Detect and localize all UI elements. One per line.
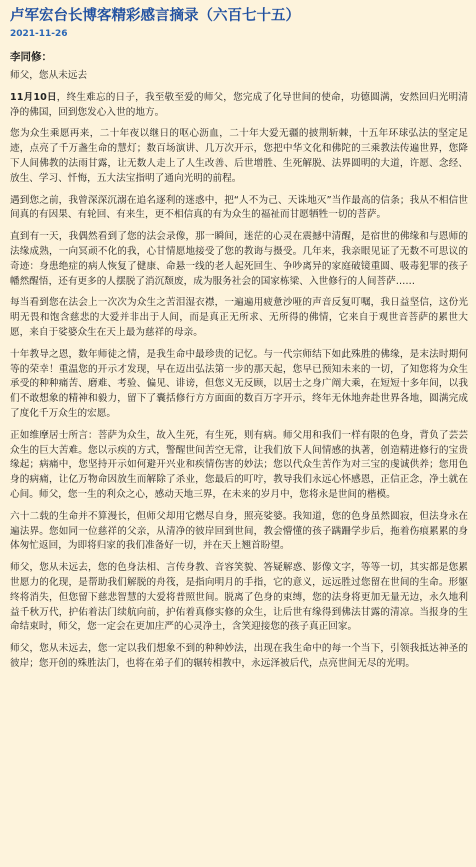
paragraph-8: 六十二载的生命并不算漫长，但师父却用它燃尽自身，照亮娑婆。我知道，您的色身虽然圆寂，但法身永在遍法界。您如同一位慈祥的父亲，从清净的彼岸回到世间，教会懵懂的孩子蹒跚学步后，拖着伤痕累累的身体匆忙返回，为即将归家的我们准备好一切，并在天上翘首盼望。: [10, 510, 468, 552]
paragraph-1: [10, 91, 468, 121]
paragraph-4: 直到有一天，我偶然看到了您的法会录像，那一瞬间，迷茫的心灵在震撼中清醒，是宿世的佛缘和与恩师的法缘成熟，一向冥顽不化的我，心甘情愿地接受了您的教诲与摄受。几年来，我亲眼见证了无数不可思议的奇迹：身患绝症的病人恢复了健康、命悬一线的老人起死回生、争吵离异的家庭破镜重圆、吸毒犯罪的孩子幡然醒悟，还有更多的人摆脱了消沉颓废，成为服务社会的国家栋梁、入世修行的人间菩萨……: [10, 231, 468, 287]
article-title: 卢军宏台长博客精彩感言摘录（六百七十五）: [10, 8, 300, 24]
paragraph-2: 您为众生乘愿再来，二十年夜以继日的呕心沥血，二十年大爱无疆的披荆斩棘，十五年环球弘法的坚定足迹，点亮了千万盏生命的慧灯；数百场演讲、几万次开示，您把中华文化和佛陀的三乘教法传遍世界，您降下人间佛教的法雨甘露，让无数人走上了人生改善、后世增胜、生死解脱、法界圆明的大道，许愿、念经、放生、学习、忏悔，五大法宝指明了通向光明的前程。: [10, 128, 468, 184]
paragraph-5: 每当看到您在法会上一次次为众生之苦泪湿衣襟，一遍遍用疲惫沙哑的声音反复叮嘱，我日益坚信，这份光明无畏和饱含慈悲的大爱并非出于人间，而是真正无所求、无所得的佛情，它来自于观世音菩萨的累世大愿，来自于娑婆众生在天上最为慈祥的母亲。: [10, 297, 468, 338]
paragraph-3: 遇到您之前，我曾深深沉溺在追名逐利的迷惑中，把“人不为己、天诛地灭”当作最高的信条；我从不相信世间真的有因果、有轮回、有来生，更不相信真的有为众生的福祉而甘愿牺牲一切的菩萨。: [10, 194, 468, 221]
paragraph-9: 师父，您从未远去，您的色身法相、言传身教、音容笑貌、答疑解惑、影像文字，等等一切，其实都是您累世愿力的化现，是帮助我们解脱的舟筏，是指向明月的手指，它的意义，远远胜过您留在世间的生命。形躯终将消失，但您留下慈悲智慧的大爱将普照世间。脱离了色身的束缚，您的法身将更加无量无边，永久地利益千秋万代，护佑着法门续航向前，护佑着真修实修的众生，让后世有缘得到佛法甘露的清凉。当报身的生命结束时，师父，您一定会在更加庄严的心灵净土，含笑迎接您的孩子真正回家。: [10, 562, 468, 633]
date-highlight: 11月10日: [10, 91, 57, 103]
post-date: 2021-11-26: [10, 29, 68, 39]
greeting: 李同修：: [10, 51, 52, 63]
paragraph-10: 师父，您从未远去，您一定以我们想象不到的种种妙法，出现在我生命中的每一个当下，引领我抵达神圣的彼岸；您开创的殊胜法门，也将在弟子们的辗转相教中，永远泽被后代，点亮世间无尽的光明。: [10, 643, 468, 669]
paragraph-6: 十年教导之恩，数年师徒之情，是我生命中最珍贵的记忆。与一代宗师结下如此殊胜的佛缘，是末法时期何等的荣幸！重温您的开示才发现，早在迈出弘法第一步的那天起，您早已预知未来的一切，了知您将为众生承受的种种痛苦、磨难、考验、偏见、诽谤，但您义无反顾，以居士之身广阐大乘，在短短十多年间，以我们不敢想象的精神和毅力，留下了囊括修行方方面面的数百万字开示，终年无休地奔赴世界各地，圆满完成了度化千万众生的宏愿。: [10, 348, 468, 419]
paragraph-1-text: ，终生难忘的日子，我至敬至爱的师父，您完成了化导世间的使命，功德圆满，安然回归光明清净的佛国，回到您发心入世的地方。: [10, 91, 468, 118]
paragraph-7: 正如维摩居士所言：菩萨为众生，故入生死，有生死，则有病。师父用和我们一样有限的色身，背负了芸芸众生的巨大苦难。您以示疾的方式，警醒世间苦空无常，让我们放下人间情感的执著，创造精进修行的宝贵缘起；病痛中，您坚持开示如何避开兴业和疾情伤害的妙法；您以代众生苦作为对三宝的虔诚供养；您用色身的病痛，让亿万物命因放生而解除了杀业，您最后的叮咛，教导我们永远心怀感恩，正信正念，净土就在心间。师父，您一生的利众之心，感动天地三界，在未来的岁月中，您将永是世间的楷模。: [10, 429, 468, 500]
salutation: 师父，您从未远去: [10, 70, 88, 81]
